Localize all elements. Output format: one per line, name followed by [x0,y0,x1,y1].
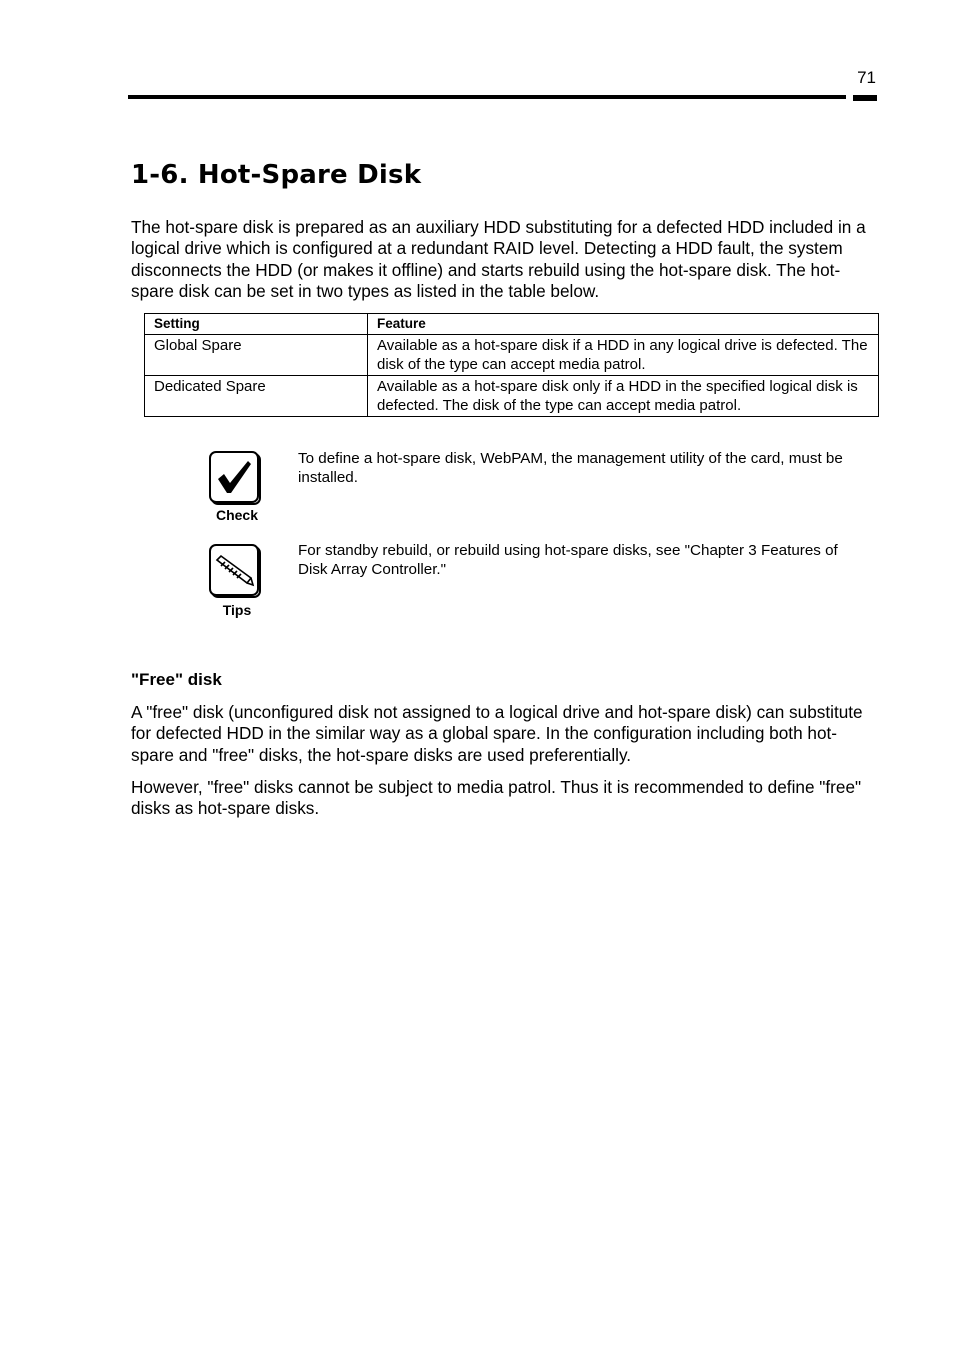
column-header-feature: Feature [368,314,879,335]
check-note-text: To define a hot-spare disk, WebPAM, the management utility of the card, must be installed. [298,450,843,487]
table-row [145,376,879,417]
checkmark-icon [209,451,259,503]
header-rule-tab [853,95,877,101]
column-header-setting: Setting [145,314,368,335]
check-label: Check [215,507,259,523]
tips-label: Tips [222,602,252,618]
table-header-row [145,314,879,335]
table-cell-setting: Dedicated Spare [145,376,368,417]
free-disk-paragraph-2: However, "free" disks cannot be subject to media patrol. Thus it is recommended to define "free" disks as hot-spare disks. [131,777,862,819]
free-disk-heading: "Free" disk [131,670,222,689]
table-cell-feature: Available as a hot-spare disk only if a HDD in the specified logical disk is defected. The disk of the type can accept media patrol. [368,376,879,417]
section-title: 1-6. Hot-Spare Disk [131,160,422,190]
spare-types-table [144,313,879,417]
pencil-icon [209,544,259,596]
table-cell-setting: Global Spare [145,335,368,376]
page-number: 71 [857,68,876,87]
intro-paragraph: The hot-spare disk is prepared as an auxiliary HDD substituting for a defected HDD included in a logical drive which is configured at a redundant RAID level. Detecting a HDD fault, the system disconnects the HDD (or makes it offline) and starts rebuild using the hot-spare disk. The hot-spare disk can be set in two types as listed in the table below. [131,217,866,302]
free-disk-paragraph-1: A "free" disk (unconfigured disk not assigned to a logical drive and hot-spare disk) can substitute for defected HDD in the similar way as a global spare. In the configuration including both hot-spare and "free" disks, the hot-spare disks are used preferentially. [131,702,863,765]
table-cell-feature: Available as a hot-spare disk if a HDD in any logical drive is defected. The disk of the type can accept media patrol. [368,335,879,376]
tips-note-text: For standby rebuild, or rebuild using hot-spare disks, see "Chapter 3 Features of Disk Array Controller." [298,542,838,579]
table-row [145,335,879,376]
header-rule [128,95,846,99]
